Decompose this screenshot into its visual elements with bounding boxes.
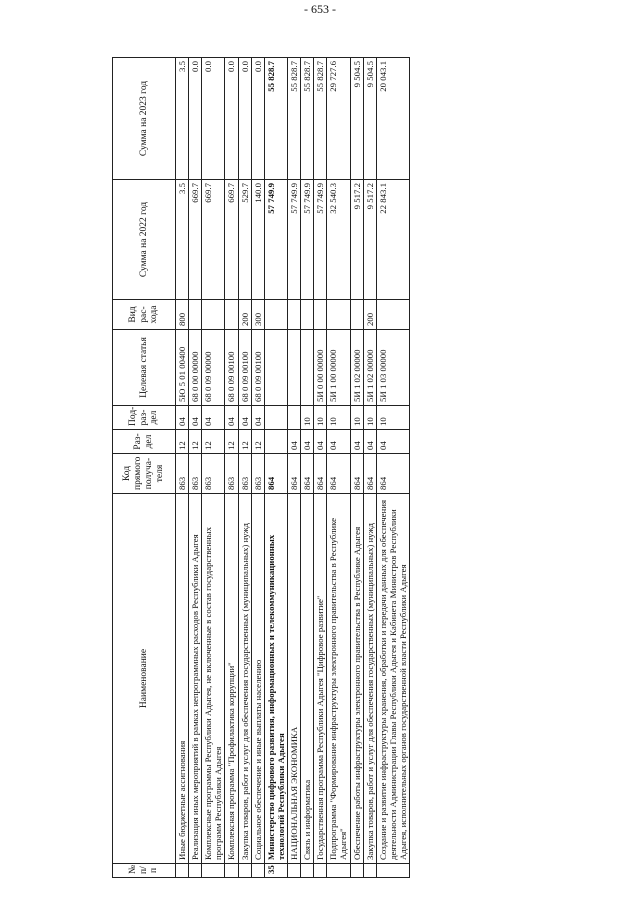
cell-kod: 864	[264, 454, 287, 494]
cell-num	[202, 864, 225, 878]
cell-num	[301, 864, 314, 878]
cell-vr: 300	[251, 300, 264, 330]
table-row	[176, 58, 189, 878]
table-row	[314, 58, 327, 878]
cell-csr: 68 0 09 00100	[251, 330, 264, 406]
page-number: - 653 -	[304, 2, 336, 16]
cell-podrazdel: 04	[225, 406, 238, 430]
cell-sum-2023: 20 043.1	[376, 58, 409, 180]
cell-podrazdel	[264, 406, 287, 430]
table-row	[264, 58, 287, 878]
table-row	[189, 58, 202, 878]
table-row	[301, 58, 314, 878]
cell-csr	[287, 330, 300, 406]
cell-sum-2023: 55 828.7	[287, 58, 300, 180]
cell-num	[287, 864, 300, 878]
table-row	[363, 58, 376, 878]
table-row	[287, 58, 300, 878]
cell-vr	[202, 300, 225, 330]
cell-name: Обеспечение работы инфраструктуры электронного правительства в Республике Адыгея	[350, 494, 363, 864]
header-csr: Целевая статья	[113, 330, 176, 406]
cell-razdel: 04	[314, 430, 327, 454]
cell-sum-2022: 57 749.9	[314, 180, 327, 300]
cell-num	[189, 864, 202, 878]
cell-kod: 863	[238, 454, 251, 494]
table-header-row	[113, 58, 176, 878]
cell-sum-2023: 9 504.5	[363, 58, 376, 180]
cell-podrazdel: 10	[350, 406, 363, 430]
header-num: № п/п	[113, 864, 176, 878]
cell-num	[238, 864, 251, 878]
cell-name: Иные бюджетные ассигнования	[176, 494, 189, 864]
cell-num	[363, 864, 376, 878]
cell-sum-2023: 0.0	[238, 58, 251, 180]
table-body	[176, 58, 410, 878]
cell-num	[350, 864, 363, 878]
cell-vr	[225, 300, 238, 330]
cell-name: Комплексные программы Республики Адыгея, не включенные в состав государственных программ Республики Адыгея	[202, 494, 225, 864]
cell-sum-2023: 0.0	[202, 58, 225, 180]
cell-num	[314, 864, 327, 878]
cell-num	[376, 864, 409, 878]
cell-num	[225, 864, 238, 878]
cell-kod: 864	[287, 454, 300, 494]
cell-vr	[189, 300, 202, 330]
cell-kod: 864	[314, 454, 327, 494]
cell-sum-2023: 55 828.7	[264, 58, 287, 180]
cell-csr: 68 0 00 00000	[189, 330, 202, 406]
cell-sum-2023: 0.0	[189, 58, 202, 180]
cell-num	[251, 864, 264, 878]
cell-sum-2022: 3.5	[176, 180, 189, 300]
cell-podrazdel: 10	[327, 406, 350, 430]
header-razdel: Раз-дел	[113, 430, 176, 454]
cell-kod: 863	[176, 454, 189, 494]
header-kod: Код прямого получа-теля	[113, 454, 176, 494]
cell-csr: 5И 0 00 00000	[314, 330, 327, 406]
cell-vr: 800	[176, 300, 189, 330]
cell-sum-2023: 55 828.7	[301, 58, 314, 180]
budget-table	[112, 57, 410, 878]
cell-sum-2022: 669.7	[202, 180, 225, 300]
cell-razdel: 04	[350, 430, 363, 454]
cell-podrazdel: 04	[202, 406, 225, 430]
cell-podrazdel: 04	[251, 406, 264, 430]
cell-sum-2022: 669.7	[225, 180, 238, 300]
cell-sum-2022: 9 517.2	[350, 180, 363, 300]
cell-csr: 5И 1 03 00000	[376, 330, 409, 406]
cell-podrazdel: 10	[376, 406, 409, 430]
cell-vr	[376, 300, 409, 330]
cell-name: Комплексная программа "Профилактика коррупции"	[225, 494, 238, 864]
cell-sum-2022: 57 749.9	[301, 180, 314, 300]
cell-vr	[314, 300, 327, 330]
cell-kod: 864	[376, 454, 409, 494]
cell-csr: 5И 1 02 00000	[363, 330, 376, 406]
cell-podrazdel	[287, 406, 300, 430]
cell-kod: 864	[327, 454, 350, 494]
cell-podrazdel: 10	[363, 406, 376, 430]
table-row	[376, 58, 409, 878]
cell-sum-2022: 529.7	[238, 180, 251, 300]
cell-name: Подпрограмма "Формирование инфраструктуры электронного правительства в Республике Адыгея"	[327, 494, 350, 864]
cell-num	[176, 864, 189, 878]
cell-razdel: 04	[327, 430, 350, 454]
table-row	[350, 58, 363, 878]
table-row	[327, 58, 350, 878]
cell-sum-2023: 0.0	[251, 58, 264, 180]
cell-csr: 5И 1 02 00000	[350, 330, 363, 406]
cell-name: Закупка товаров, работ и услуг для обеспечения государственных (муниципальных) нужд	[238, 494, 251, 864]
header-podrazdel: Под-раз-дел	[113, 406, 176, 430]
cell-vr	[350, 300, 363, 330]
cell-kod: 864	[363, 454, 376, 494]
cell-name: Связь и информатика	[301, 494, 314, 864]
cell-vr	[301, 300, 314, 330]
cell-kod: 864	[350, 454, 363, 494]
cell-razdel: 12	[225, 430, 238, 454]
cell-vr: 200	[363, 300, 376, 330]
cell-podrazdel: 10	[314, 406, 327, 430]
cell-kod: 863	[202, 454, 225, 494]
cell-kod: 863	[225, 454, 238, 494]
cell-sum-2023: 0.0	[225, 58, 238, 180]
cell-kod: 864	[301, 454, 314, 494]
cell-razdel: 12	[176, 430, 189, 454]
cell-vr: 200	[238, 300, 251, 330]
cell-sum-2022: 57 749.9	[287, 180, 300, 300]
cell-sum-2023: 9 504.5	[350, 58, 363, 180]
cell-name: Государственная программа Республики Адыгея "Цифровое развитие"	[314, 494, 327, 864]
cell-sum-2023: 55 828.7	[314, 58, 327, 180]
cell-csr: 68 0 09 00100	[225, 330, 238, 406]
table-row	[202, 58, 225, 878]
cell-kod: 863	[189, 454, 202, 494]
cell-csr	[301, 330, 314, 406]
header-sum-2023: Сумма на 2023 год	[113, 58, 176, 180]
cell-name: Закупка товаров, работ и услуг для обеспечения государственных (муниципальных) нужд	[363, 494, 376, 864]
cell-podrazdel: 04	[189, 406, 202, 430]
cell-csr: 5Ю 5 01 00400	[176, 330, 189, 406]
cell-podrazdel: 04	[176, 406, 189, 430]
table-row	[225, 58, 238, 878]
table-row	[251, 58, 264, 878]
cell-podrazdel: 04	[238, 406, 251, 430]
cell-razdel	[264, 430, 287, 454]
cell-sum-2022: 669.7	[189, 180, 202, 300]
cell-razdel: 12	[202, 430, 225, 454]
cell-sum-2022: 32 540.3	[327, 180, 350, 300]
cell-num: 35	[264, 864, 287, 878]
header-sum-2022: Сумма на 2022 год	[113, 180, 176, 300]
cell-csr: 68 0 09 00100	[238, 330, 251, 406]
cell-razdel: 12	[238, 430, 251, 454]
header-name: Наименование	[113, 494, 176, 864]
cell-razdel: 12	[251, 430, 264, 454]
cell-sum-2022: 22 843.1	[376, 180, 409, 300]
cell-csr: 5И 1 00 00000	[327, 330, 350, 406]
cell-sum-2023: 29 727.6	[327, 58, 350, 180]
cell-name: Министерство цифрового развития, информационных и телекоммуникационных технологий Республики Адыгея	[264, 494, 287, 864]
cell-sum-2023: 3.5	[176, 58, 189, 180]
cell-name: НАЦИОНАЛЬНАЯ ЭКОНОМИКА	[287, 494, 300, 864]
cell-vr	[287, 300, 300, 330]
cell-razdel: 04	[301, 430, 314, 454]
cell-num	[327, 864, 350, 878]
cell-vr	[327, 300, 350, 330]
cell-sum-2022: 140.0	[251, 180, 264, 300]
cell-sum-2022: 57 749.9	[264, 180, 287, 300]
table-row	[238, 58, 251, 878]
cell-csr	[264, 330, 287, 406]
cell-razdel: 04	[376, 430, 409, 454]
cell-podrazdel: 10	[301, 406, 314, 430]
cell-name: Реализация иных мероприятий в рамках непрограммных расходов Республики Адыгея	[189, 494, 202, 864]
cell-name: Создание и развитие инфраструктуры хранения, обработки и передачи данных для обеспечения деятельности Администрации Главы Республики Адыгея и Кабинета Министров Республики Адыгея, исполнительных органов государственной власти Республики Адыгея	[376, 494, 409, 864]
cell-sum-2022: 9 517.2	[363, 180, 376, 300]
cell-kod: 863	[251, 454, 264, 494]
cell-name: Социальное обеспечение и иные выплаты населению	[251, 494, 264, 864]
cell-razdel: 04	[363, 430, 376, 454]
cell-razdel: 04	[287, 430, 300, 454]
rotated-table-wrapper	[112, 58, 612, 878]
header-vr: Вид рас-хода	[113, 300, 176, 330]
cell-vr	[264, 300, 287, 330]
cell-razdel: 12	[189, 430, 202, 454]
cell-csr: 68 0 09 00000	[202, 330, 225, 406]
